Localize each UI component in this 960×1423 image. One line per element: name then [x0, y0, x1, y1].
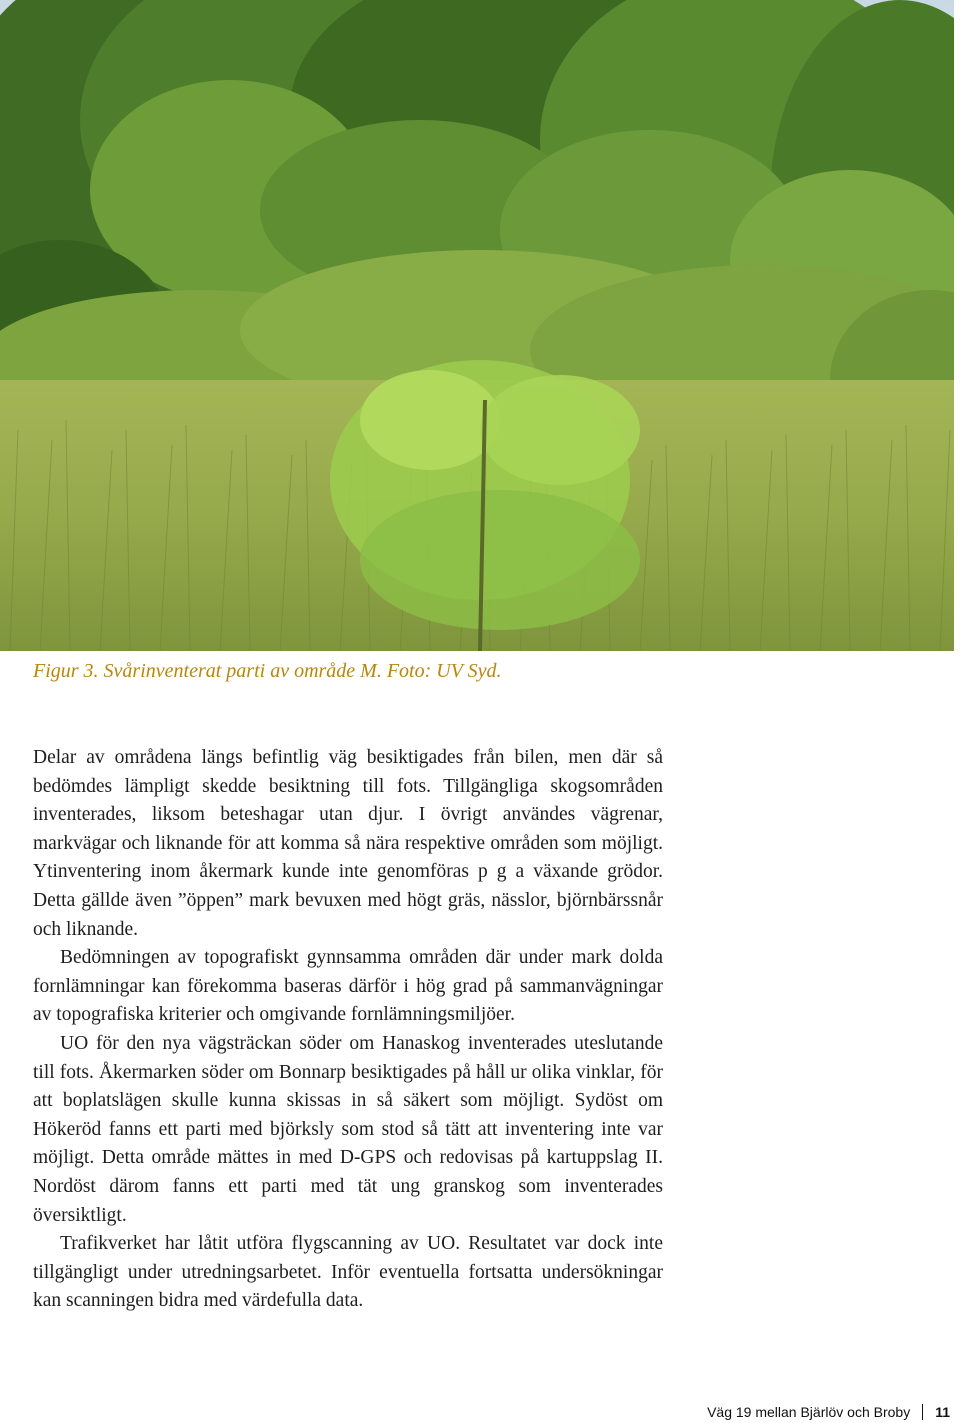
- paragraph: Delar av områdena längs befintlig väg besiktigades från bilen, men där så bedömdes lämpligt skedde besiktning till fots. Tillgängliga skogsområden inventerades, liksom beteshagar utan djur. I övrigt användes vägrenar, markvägar och liknande för att komma så nära respektive områden som möjligt. Ytinventering inom åkermark kunde inte genomföras p g a växande grödor. Detta gällde även ”öppen” mark bevuxen med högt gräs, nässlor, björnbärssnår och liknande.: [33, 747, 663, 940]
- running-title: Väg 19 mellan Bjärlöv och Broby: [707, 1404, 911, 1420]
- paragraph: UO för den nya vägsträckan söder om Hanaskog inventerades uteslutande till fots. Åkermarken söder om Bonnarp besiktigades på håll ur olika vinklar, för att boplatslägen skulle kunna skissas in så säkert som möjligt. Sydöst om Hökeröd fanns ett parti med björksly som stod så tätt att inventering inte var möjligt. Detta område mättes in med D-GPS och redovisas på kartuppslag II. Nordöst därom fanns ett parti med tät ung granskog som inventerades översiktligt.: [33, 1032, 663, 1226]
- figure-photo: [0, 0, 954, 651]
- page-footer: [707, 1403, 950, 1421]
- page-number: 11: [935, 1404, 950, 1420]
- paragraph: Bedömningen av topografiskt gynnsamma områden där under mark dolda fornlämningar kan förekomma baseras därför i hög grad på sammanvägningar av topografiska kriterier och omgivande fornlämningsmiljöer.: [33, 947, 663, 1026]
- paragraph: Trafikverket har låtit utföra flygscanning av UO. Resultatet var dock inte tillgängligt under utredningsarbetet. Inför eventuella fortsatta undersökningar kan scanningen bidra med värdefulla data.: [33, 1233, 663, 1312]
- body-text: [33, 744, 663, 1316]
- figure-caption: Figur 3. Svårinventerat parti av område M. Foto: UV Syd.: [33, 660, 502, 682]
- footer-divider: [922, 1404, 923, 1420]
- overgrown-meadow-photo: [0, 0, 954, 651]
